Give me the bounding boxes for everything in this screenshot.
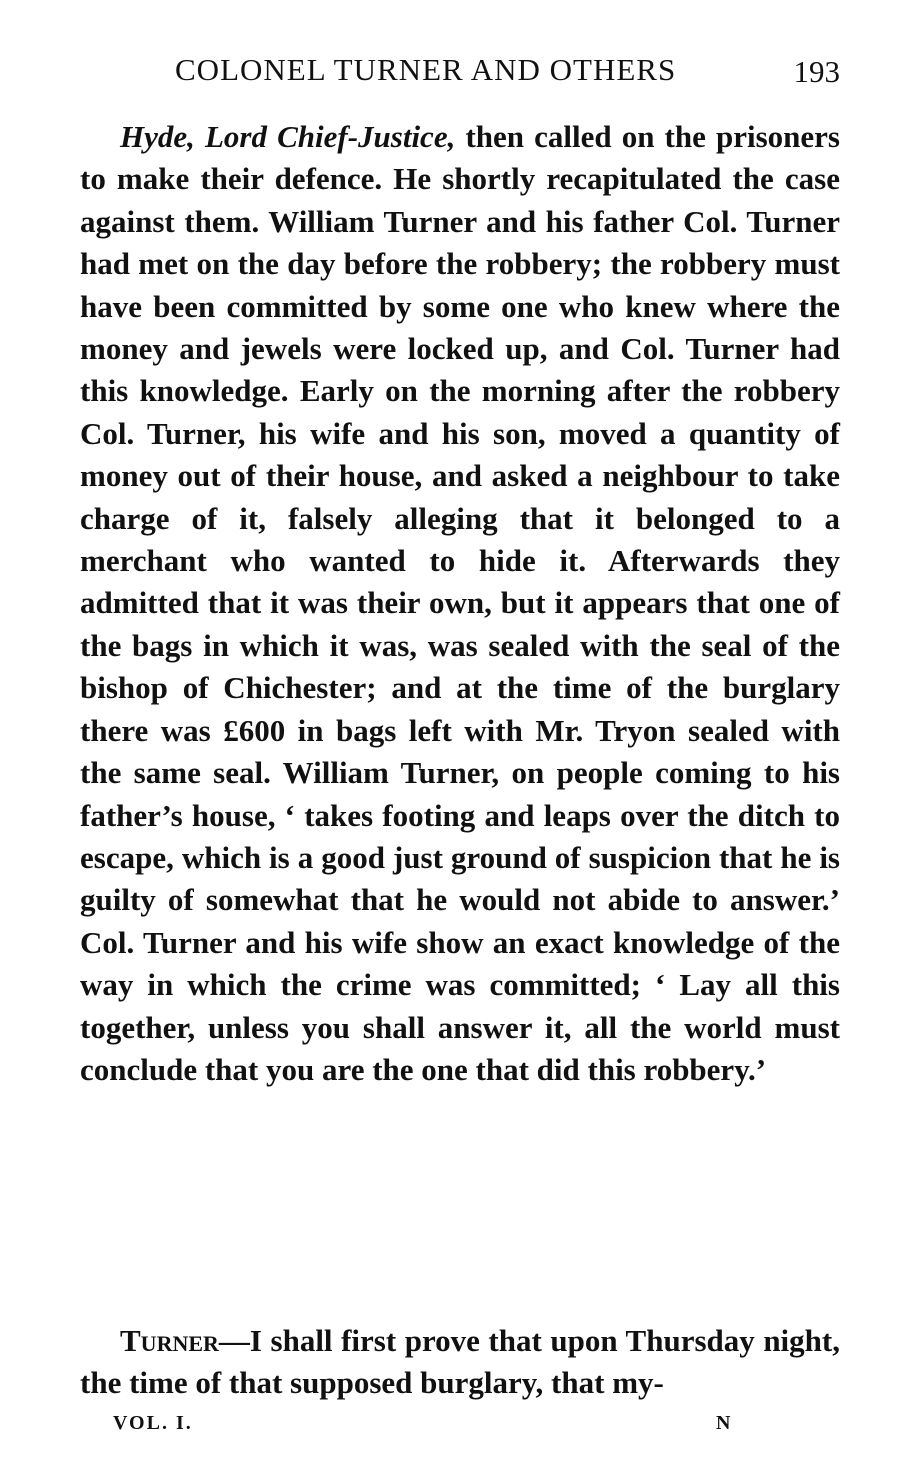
paragraph-text: then called on the prisoners to make their defence. He shortly recapitulated the case against them. William Turner and his father Col. Turner had met on the day before the robbery; the robbery must have been committed by some one who knew where the money and jewels were locked up, and Col. Turner had this knowledge. Early on the morning after the robbery Col. Turner, his wife and his son, moved a quantity of money out of their house, and asked a neighbour to take charge of it, falsely alleging that it belonged to a merchant who wanted to hide it. Afterwards they admitted that it was their own, but it appears that one of the bags in which it was, was sealed with the seal of the bishop of Chichester; and at the time of the burglary there was £600 in bags left with Mr. Tryon sealed with the same seal. William Turner, on people coming to his father’s house, ‘ takes footing and leaps over the ditch to escape, which is a good just ground of suspicion that he is guilty of somewhat that he would not abide to answer.’ Col. Turner and his wife show an exact knowledge of the way in which the crime was committed; ‘ Lay all this together, unless you shall answer it, all the world must conclude that you are the one that did this robbery.’	[80, 119, 840, 1087]
volume-signature: VOL. I.	[113, 1412, 193, 1434]
body-paragraph	[80, 116, 840, 1091]
paragraph-lead-italic: Hyde, Lord Chief-Justice,	[120, 119, 456, 154]
gathering-signature: N	[716, 1412, 731, 1434]
running-title: COLONEL TURNER AND OTHERS	[175, 52, 677, 87]
paragraph-text: —I shall first prove that upon Thursday night, the time of that supposed burglary, that my-	[80, 1323, 840, 1400]
page-number: 193	[793, 54, 840, 89]
speaker-paragraph	[80, 1320, 840, 1404]
page-footer	[80, 1412, 840, 1442]
running-head	[80, 52, 845, 92]
speaker-name: Turner	[120, 1323, 219, 1358]
